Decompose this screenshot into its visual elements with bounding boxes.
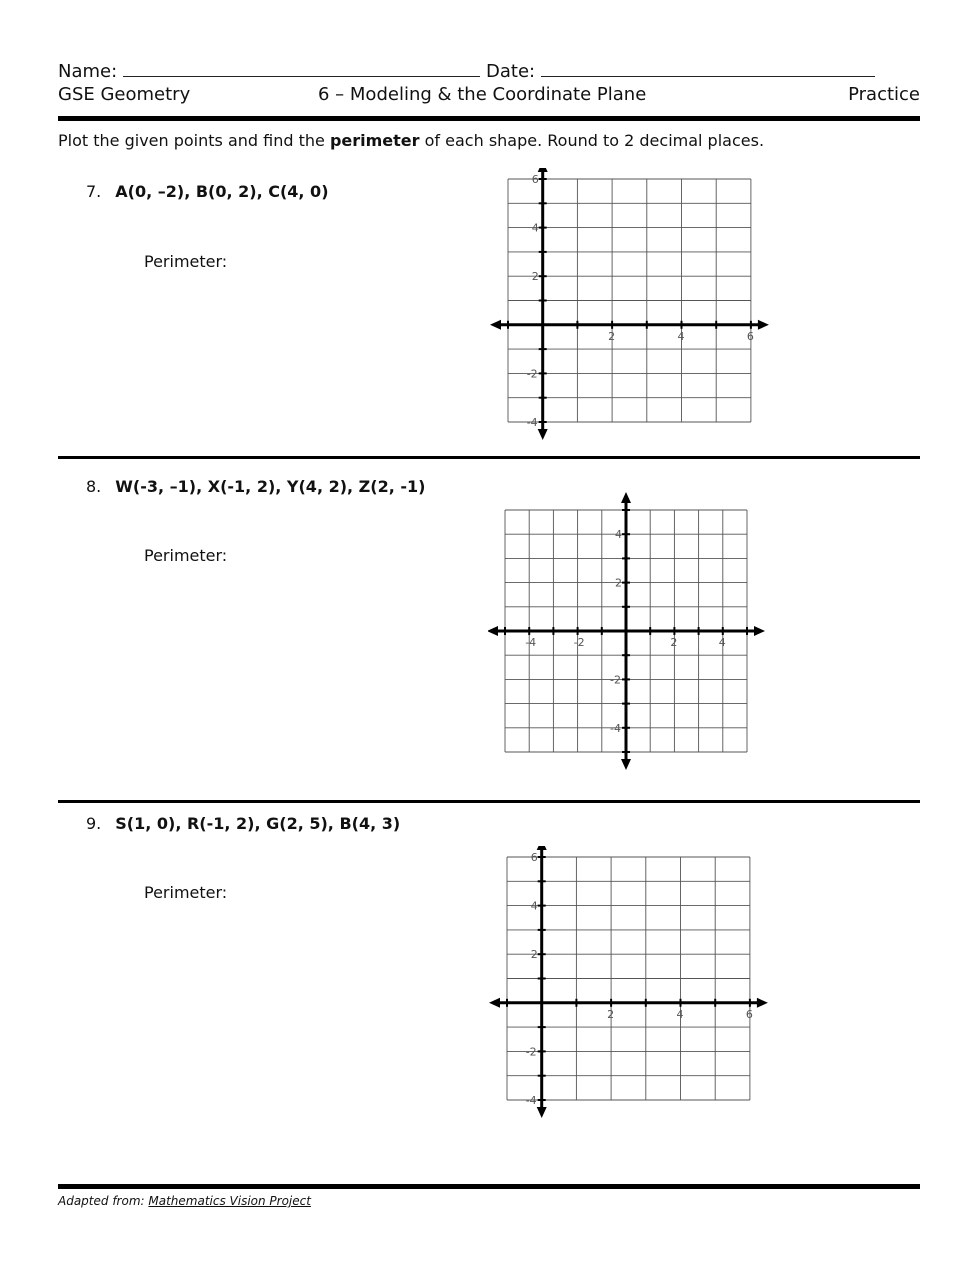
instructions-after: of each shape. Round to 2 decimal places. [419, 131, 765, 150]
y-tick-label: -4 [610, 721, 621, 735]
y-axis-arrow-up [537, 846, 547, 850]
y-tick-label: 4 [530, 899, 538, 913]
y-tick-label: -2 [525, 1045, 537, 1059]
problem-number: 9. [86, 814, 102, 833]
problem-number: 8. [86, 477, 102, 496]
y-axis-arrow-up [621, 492, 631, 503]
x-tick-label: 4 [677, 329, 685, 343]
problem-points: W(-3, –1), X(-1, 2), Y(4, 2), Z(2, -1) [115, 477, 426, 496]
name-label: Name: [58, 61, 118, 82]
footer-rule [58, 1184, 920, 1189]
section-divider [58, 456, 920, 459]
date-label: Date: [486, 61, 536, 82]
footer-source-link[interactable]: Mathematics Vision Project [148, 1194, 311, 1208]
perimeter-label: Perimeter: [144, 252, 228, 271]
y-tick-label: 2 [530, 948, 538, 962]
course-title: GSE Geometry [58, 84, 191, 105]
x-axis-arrow-left [490, 320, 501, 330]
x-tick-label: 6 [746, 329, 754, 343]
x-tick-label: 2 [670, 636, 678, 649]
y-axis-arrow-down [621, 759, 631, 770]
instructions [58, 131, 764, 150]
y-axis-arrow-up [538, 168, 548, 172]
problem-number: 7. [86, 182, 102, 201]
y-axis-arrow-down [538, 429, 548, 440]
y-tick-label: 6 [531, 173, 539, 186]
y-tick-label: -2 [610, 673, 621, 687]
footer-credit [58, 1194, 311, 1208]
unit-title: 6 – Modeling & the Coordinate Plane [318, 84, 647, 105]
x-tick-label: 4 [676, 1007, 684, 1021]
date-line [486, 60, 875, 82]
y-tick-label: 2 [531, 270, 539, 284]
perimeter-label: Perimeter: [144, 883, 228, 902]
coordinate-grid-8[interactable] [488, 490, 770, 772]
y-tick-label: -4 [526, 416, 538, 429]
footer-prefix: Adapted from: [58, 1194, 149, 1208]
x-tick-label: 4 [718, 636, 726, 649]
problem-8 [86, 477, 425, 496]
x-axis-arrow-left [488, 626, 498, 636]
x-tick-label: 2 [607, 1007, 615, 1021]
coordinate-grid-7[interactable] [488, 168, 770, 442]
y-tick-label: 6 [530, 851, 538, 864]
instructions-before: Plot the given points and find the [58, 131, 330, 150]
y-axis-arrow-down [537, 1107, 547, 1118]
x-axis-arrow-right [758, 320, 769, 330]
problem-9 [86, 814, 400, 833]
header-rule [58, 116, 920, 121]
x-axis-arrow-left [489, 998, 500, 1008]
y-tick-label: 2 [615, 576, 622, 590]
y-tick-label: 4 [531, 221, 539, 235]
y-tick-label: -2 [526, 367, 538, 381]
x-tick-label: 2 [608, 329, 616, 343]
worksheet-type: Practice [848, 84, 920, 105]
problem-points: A(0, –2), B(0, 2), C(4, 0) [115, 182, 329, 201]
name-line [58, 60, 480, 82]
y-tick-label: -4 [525, 1094, 537, 1107]
x-tick-label: -4 [525, 636, 537, 649]
name-blank[interactable] [123, 60, 480, 77]
problem-7 [86, 182, 329, 201]
coordinate-grid-9[interactable] [488, 846, 770, 1120]
instructions-bold: perimeter [329, 131, 420, 150]
date-blank[interactable] [541, 60, 875, 77]
x-axis-arrow-right [757, 998, 768, 1008]
x-tick-label: 6 [745, 1007, 753, 1021]
x-tick-label: -2 [573, 636, 585, 649]
y-tick-label: 4 [615, 528, 622, 542]
perimeter-label: Perimeter: [144, 546, 228, 565]
x-axis-arrow-right [754, 626, 765, 636]
section-divider [58, 800, 920, 803]
problem-points: S(1, 0), R(-1, 2), G(2, 5), B(4, 3) [115, 814, 401, 833]
